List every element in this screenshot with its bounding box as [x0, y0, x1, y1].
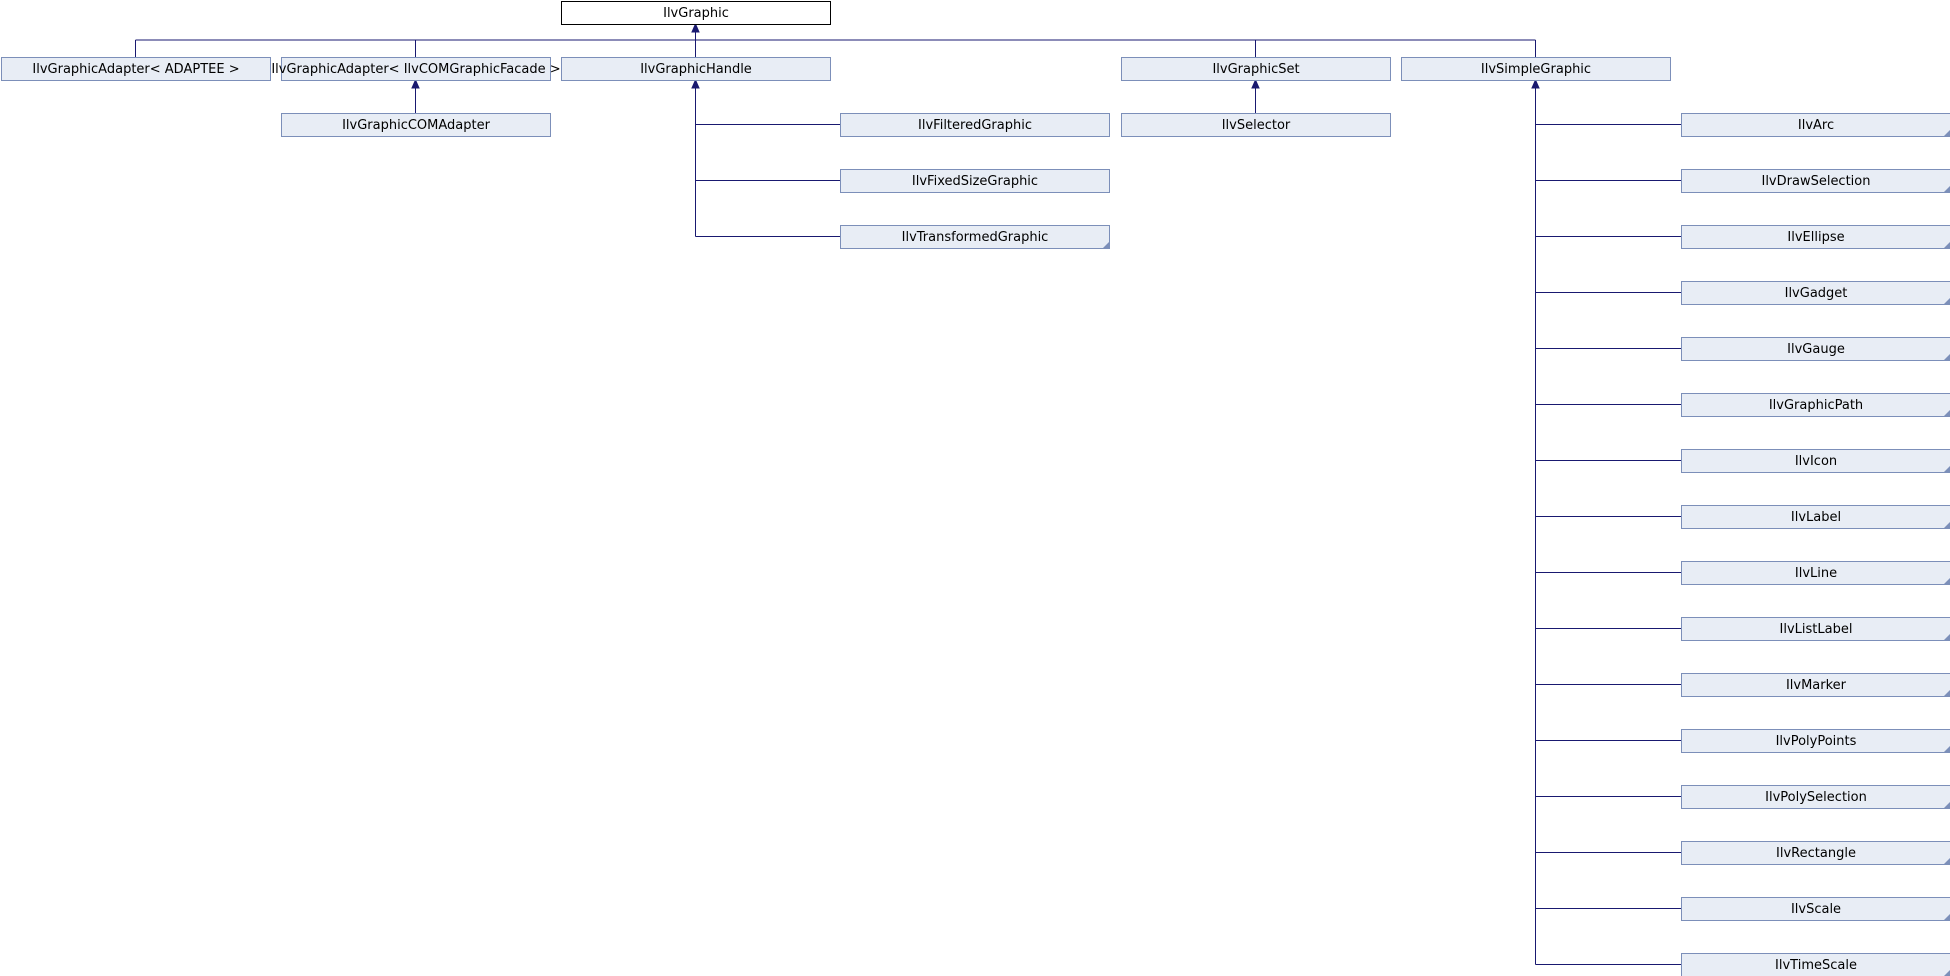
class-node-icon[interactable]	[1682, 450, 1950, 473]
class-label: IlvScale	[1790, 902, 1842, 917]
class-label: IlvFixedSizeGraphic	[911, 174, 1039, 189]
class-node-marker[interactable]	[1682, 674, 1950, 697]
class-label: IlvLine	[1794, 566, 1838, 581]
class-node-polyselection[interactable]	[1682, 786, 1950, 809]
class-label: IlvGadget	[1784, 286, 1848, 301]
class-node-gauge[interactable]	[1682, 338, 1950, 361]
class-label: IlvGraphicPath	[1768, 398, 1864, 413]
class-label: IlvRectangle	[1776, 846, 1856, 861]
class-label: IlvMarker	[1785, 678, 1847, 693]
class-label: IlvSimpleGraphic	[1480, 62, 1592, 77]
class-label: IlvArc	[1797, 118, 1835, 133]
class-label: IlvGauge	[1787, 342, 1845, 357]
class-label: IlvSelector	[1221, 118, 1291, 133]
class-label: IlvTransformedGraphic	[901, 230, 1049, 245]
class-label: IlvPolyPoints	[1775, 734, 1857, 749]
class-node-line[interactable]	[1682, 562, 1950, 585]
inheritance-arrowhead	[412, 80, 419, 88]
inheritance-arrowhead	[692, 80, 699, 88]
class-label: IlvGraphicHandle	[640, 62, 752, 77]
class-node-scale[interactable]	[1682, 898, 1950, 921]
class-label: IlvGraphicAdapter< ADAPTEE >	[32, 62, 240, 77]
class-node-adapter-adaptee[interactable]	[2, 58, 271, 81]
class-label: IlvGraphic	[663, 6, 729, 21]
class-node-polypoints[interactable]	[1682, 730, 1950, 753]
class-node-rectangle[interactable]	[1682, 842, 1950, 865]
inheritance-arrowhead	[692, 24, 699, 32]
class-label: IlvGraphicCOMAdapter	[342, 118, 490, 133]
class-node-root[interactable]	[562, 2, 831, 25]
class-node-filtered[interactable]	[841, 114, 1110, 137]
inheritance-arrowhead	[1252, 80, 1259, 88]
class-label: IlvFilteredGraphic	[918, 118, 1032, 133]
class-label: IlvEllipse	[1787, 230, 1845, 245]
class-node-com-adapter[interactable]	[282, 114, 551, 137]
class-node-transformed[interactable]	[841, 226, 1110, 249]
class-node-gadget[interactable]	[1682, 282, 1950, 305]
class-label: IlvGraphicAdapter< IlvCOMGraphicFacade >	[271, 62, 561, 77]
class-node-handle[interactable]	[562, 58, 831, 81]
class-label: IlvGraphicSet	[1212, 62, 1300, 77]
class-label: IlvLabel	[1790, 510, 1842, 525]
inheritance-arrowhead	[1532, 80, 1539, 88]
class-node-graphicpath[interactable]	[1682, 394, 1950, 417]
class-label: IlvPolySelection	[1765, 790, 1867, 805]
inheritance-edges	[136, 24, 1682, 965]
class-label: IlvIcon	[1794, 454, 1838, 469]
class-node-drawselection[interactable]	[1682, 170, 1950, 193]
class-label: IlvDrawSelection	[1761, 174, 1871, 189]
class-node-listlabel[interactable]	[1682, 618, 1950, 641]
class-node-fixedsize[interactable]	[841, 170, 1110, 193]
class-node-adapter-com[interactable]	[271, 58, 560, 81]
class-label: IlvTimeScale	[1775, 958, 1857, 973]
class-label: IlvListLabel	[1779, 622, 1853, 637]
class-node-ellipse[interactable]	[1682, 226, 1950, 249]
class-node-arc[interactable]	[1682, 114, 1950, 137]
class-nodes	[2, 2, 1950, 976]
class-node-selector[interactable]	[1122, 114, 1391, 137]
class-node-timescale[interactable]	[1682, 954, 1950, 976]
class-node-label[interactable]	[1682, 506, 1950, 529]
class-node-set[interactable]	[1122, 58, 1391, 81]
class-node-simple[interactable]	[1402, 58, 1671, 81]
